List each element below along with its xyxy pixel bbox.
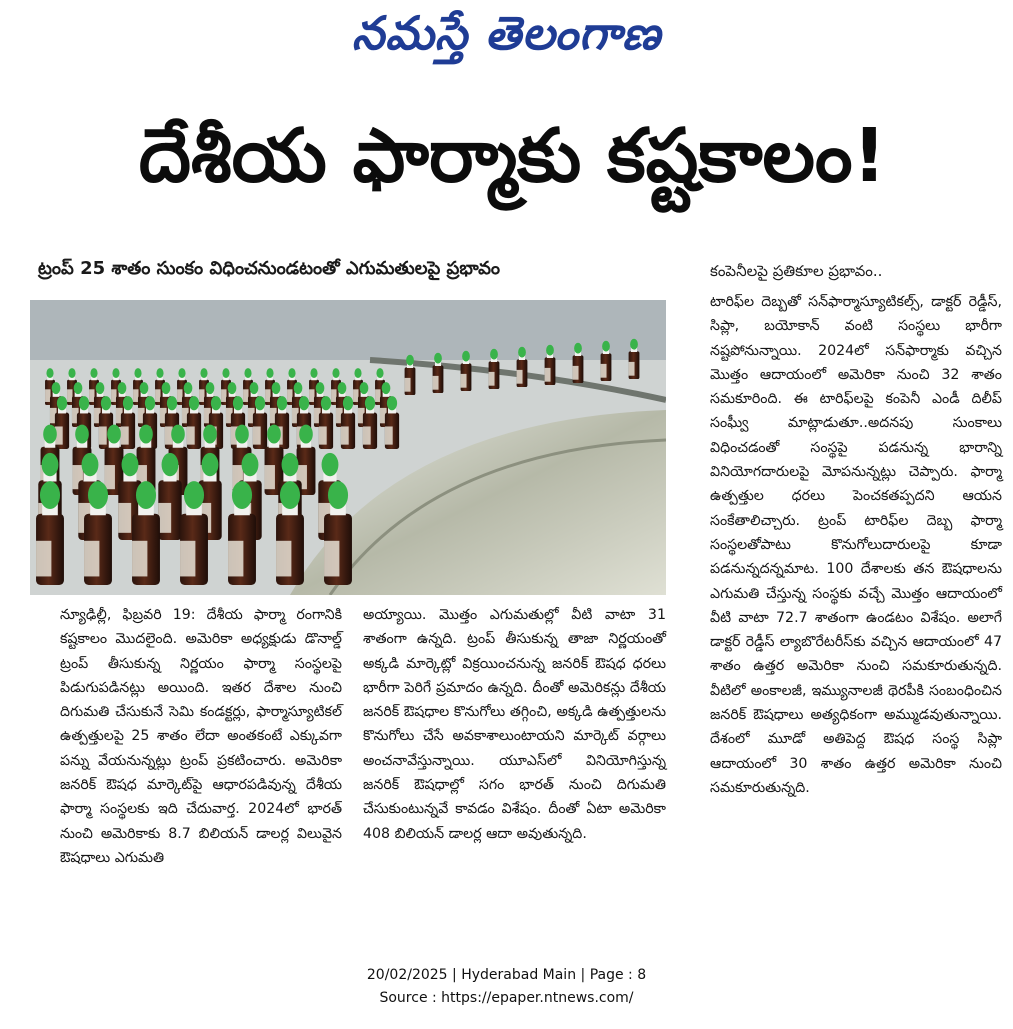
article-column-c xyxy=(710,290,1002,800)
masthead-logo xyxy=(0,4,1013,74)
column-b-text: అయ్యాయి. మొత్తం ఎగుమతుల్లో వీటి వాటా 31 శాతంగా ఉన్నది. ట్రంప్ తీసుకున్న తాజా నిర్ణయంతో అక్కడి మార్కెట్లో విక్రయించనున్న జనరిక్ ఔషధ ధరలు భారీగా పెరిగే ప్రమాదం ఉన్నది. దీంతో అమెరికన్లు దేశీయ జనరిక్ ఔషధాల కొనుగోలు తగ్గించి, అక్కడి ఉత్పత్తులను కొనుగోలు చేసే అవకాశాలుంటాయని మార్కెట్ వర్గాలు అంచనావేస్తున్నాయి. యూఎస్‌లో వినియోగిస్తున్న జనరిక్ ఔషధాల్లో సగం భారత్ నుంచి దిగుమతి చేసుకుంటున్నవే కావడం విశేషం. దీంతో ఏటా అమెరికా 408 బిలియన్ డాలర్ల ఆదా అవుతున్నది. xyxy=(363,607,666,842)
masthead-title: నమస్తే తెలంగాణ xyxy=(351,6,662,60)
headline-text: దేశీయ ఫార్మాకు కష్టకాలం! xyxy=(138,113,887,199)
footer-source: Source : https://epaper.ntnews.com/ xyxy=(379,990,634,1006)
headline xyxy=(40,105,985,225)
article-column-b xyxy=(363,603,666,846)
pharma-bottles-photo xyxy=(30,300,666,595)
subheadline: ట్రంప్ 25 శాతం సుంకం విధించనుండటంతో ఎగుమతులపై ప్రభావం xyxy=(38,258,501,279)
article-column-a xyxy=(60,603,342,870)
column-c-heading: కంపెనీలపై ప్రతికూల ప్రభావం.. xyxy=(710,262,883,280)
bottles-illustration xyxy=(30,300,666,595)
column-c-text: టారిఫ్‌ల దెబ్బతో సన్‌ఫార్మాస్యూటికల్స్, డాక్టర్ రెడ్డీస్, సిప్లా, బయోకాన్ వంటి సంస్థలు భారీగా నష్టపోనున్నాయి. 2024లో సన్‌ఫార్మాకు వచ్చిన మొత్తం ఆదాయంలో అమెరికా నుంచి 32 శాతం సమకూరింది. ఈ టారిఫ్‌లపై కంపెనీ ఎండీ దిలీప్ సంఘ్వీ మాట్లాడుతూ..అదనపు సుంకాలు విధించడంతో సంస్థపై పడనున్న భారాన్ని వినియోగదారులపై మోపనున్నట్లు చెప్పారు. ఫార్మా ఉత్పత్తుల ధరలు పెంచకతప్పదని ఆయన సంకేతాలిచ్చారు. ట్రంప్ టారిఫ్‌ల దెబ్బ ఫార్మా సంస్థలతోపాటు కొనుగోలుదారులపై కూడా పడనున్నదన్నమాట. 100 దేశాలకు తన ఔషధాలను ఎగుమతి చేస్తున్న సంస్థకు వచ్చే మొత్తం ఆదాయంలో వీటి వాటా 72.7 శాతంగా ఉండటం విశేషం. అలాగే డాక్టర్ రెడ్డీస్ ల్యాబొరేటరీస్‌కు వచ్చిన ఆదాయంలో 47 శాతం ఉత్తర అమెరికా నుంచి సమకూరుతున్నది. వీటిలో అంకాలజీ, ఇమ్యునాలజీ థెరపీకి సంబంధించిన జనరిక్ ఔషధాలు అత్యధికంగా అమ్ముడవుతున్నాయి. దేశంలో మూడో అతిపెద్ద ఔషధ సంస్థ సిప్లా ఆదాయంలో 30 శాతం ఉత్తర అమెరికా నుంచి సమకూరుతున్నది. xyxy=(710,294,1002,796)
column-a-text: న్యూఢిల్లీ, ఫిబ్రవరి 19: దేశీయ ఫార్మా రంగానికి కష్టకాలం మొదలైంది. అమెరికా అధ్యక్షుడు డొనాల్డ్ ట్రంప్ తీసుకున్న నిర్ణయం ఫార్మా సంస్థలపై పిడుగుపడినట్లు అయింది. ఇతర దేశాల నుంచి దిగుమతి చేసుకునే సెమి కండక్టర్లు, ఫార్మాస్యూటికల్ ఉత్పత్తులపై 25 శాతం లేదా అంతకంటే ఎక్కువగా పన్ను వేయనున్నట్లు ట్రంప్ ప్రకటించారు. అమెరికా జనరిక్ ఔషధ మార్కెట్‌పై ఆధారపడివున్న దేశీయ ఫార్మా సంస్థలకు ఇది చేదువార్త. 2024లో భారత్ నుంచి అమెరికాకు 8.7 బిలియన్ డాలర్ల విలువైన ఔషధాలు ఎగుమతి xyxy=(60,607,342,866)
footer-date-edition: 20/02/2025 | Hyderabad Main | Page : 8 xyxy=(366,967,647,983)
